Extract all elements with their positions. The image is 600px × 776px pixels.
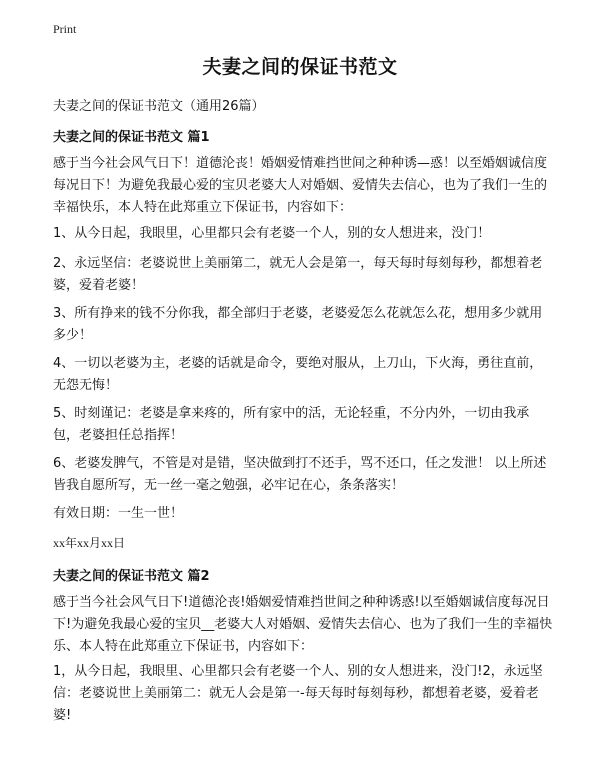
validity: 有效日期：一生一世！ <box>53 506 184 521</box>
print-link[interactable]: Print <box>53 22 77 36</box>
subtitle: 夫妻之间的保证书范文（通用26篇） <box>53 99 265 114</box>
paragraph: 感于当今社会风气日下!道德沦丧!婚姻爱情难挡世间之种种诱惑!以至婚姻诚信度每况日下!为避免我最心爱的宝贝__老婆大人对婚姻、爱情失去信心、也为了我们一生的幸福快乐、本人特在此郑重立下保证书，内容如下： <box>53 595 553 654</box>
page-title: 夫妻之间的保证书范文 <box>202 56 398 78</box>
section-heading-2: 夫妻之间的保证书范文 篇2 <box>53 569 210 584</box>
paragraph: 6、老婆发脾气，不管是对是错，坚决做到打不还手，骂不还口，任之发泄！ 以上所述皆我自愿所写，无一丝一毫之勉强，必牢记在心，条条落实！ <box>53 456 547 493</box>
paragraph: 5、时刻谨记：老婆是拿来疼的，所有家中的活，无论轻重，不分内外，一切由我承包，老婆担任总指挥！ <box>53 406 530 443</box>
paragraph: 1、从今日起，我眼里，心里都只会有老婆一个人，别的女人想进来，没门！ <box>53 226 491 241</box>
paragraph: 2、永远坚信：老婆说世上美丽第二，就无人会是第一，每天每时每刻每秒，都想着老婆，爱着老婆！ <box>53 256 543 293</box>
date-line: xx年xx月xx日 <box>53 536 126 550</box>
paragraph: 1，从今日起，我眼里、心里都只会有老婆一个人、别的女人想进来，没门!2，永远坚信：老婆说世上美丽第二：就无人会是第一-每天每时每刻每秒，都想着老婆，爱着老婆! <box>53 664 543 723</box>
section-heading-1: 夫妻之间的保证书范文 篇1 <box>53 130 210 145</box>
paragraph: 3、所有挣来的钱不分你我，都全部归于老婆，老婆爱怎么花就怎么花，想用多少就用多少！ <box>53 306 543 343</box>
paragraph: 感于当今社会风气日下！道德沦丧！婚姻爱情难挡世间之种种诱—惑！以至婚姻诚信度每况日下！为避免我最心爱的宝贝老婆大人对婚姻、爱情失去信心，也为了我们一生的幸福快乐，本人特在此郑重立下保证书，内容如下： <box>53 156 548 215</box>
paragraph: 4、一切以老婆为主，老婆的话就是命令，要绝对服从，上刀山，下火海，勇往直前，无怨无悔！ <box>53 356 543 393</box>
